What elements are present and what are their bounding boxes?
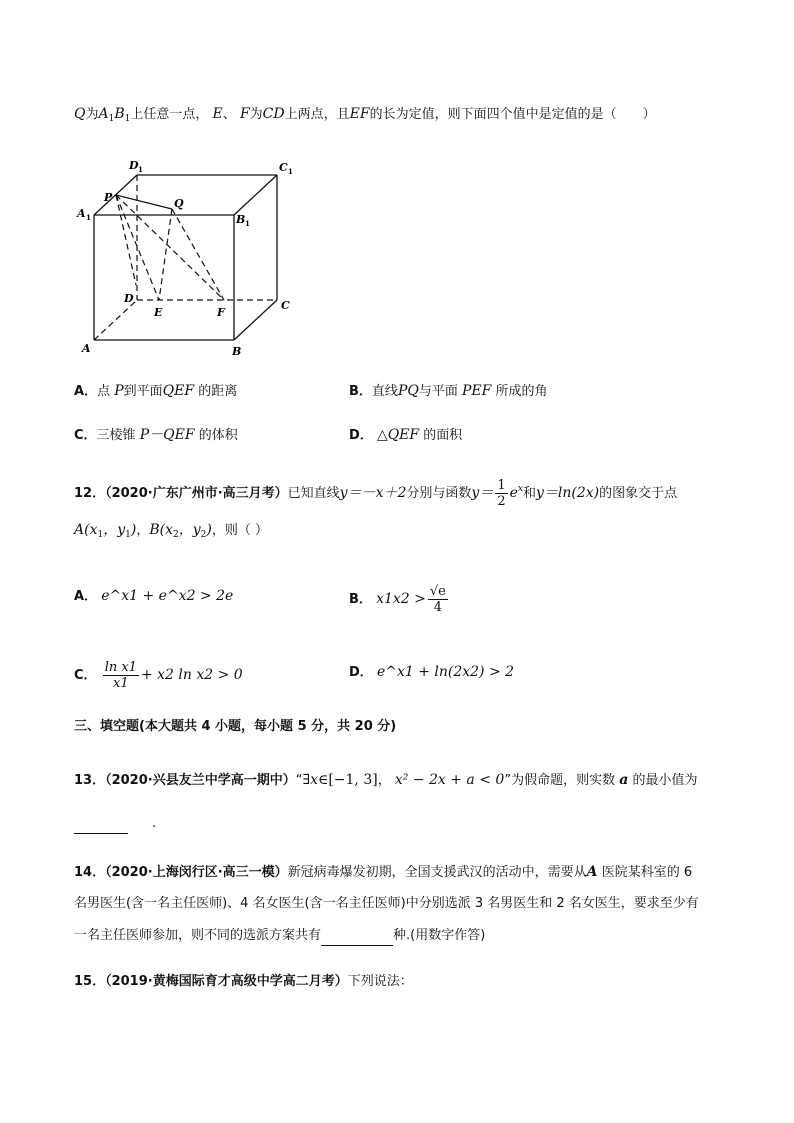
text: 的距离 xyxy=(198,384,238,399)
question-number: 13． xyxy=(74,773,106,788)
interval: [−1, 3] xyxy=(328,772,378,788)
q12-option-c[interactable] xyxy=(74,660,243,691)
var-e: E xyxy=(212,106,223,122)
text: 到平面 xyxy=(123,384,163,399)
var-f: F xyxy=(239,106,250,122)
q14-stem-line1 xyxy=(74,862,692,883)
q12-option-d[interactable] xyxy=(349,662,514,683)
var-a1b1: $A_1B_1$ xyxy=(98,106,131,124)
text: 已知直线 xyxy=(287,486,340,501)
var-q: Q xyxy=(74,106,86,122)
question-number: 14． xyxy=(74,865,106,880)
option-label: C． xyxy=(74,668,97,683)
option-b-lhs: x1x2 > xyxy=(376,591,426,607)
text: . xyxy=(152,816,157,831)
text: 医院某科室的 6 xyxy=(601,865,693,880)
text: 直线 xyxy=(371,384,398,399)
option-label: B． xyxy=(349,384,372,399)
question-source: （2020·上海闵行区·高三一模） xyxy=(105,865,288,880)
text: 为 xyxy=(249,107,263,122)
label-d: D xyxy=(124,292,134,305)
text: ，则（ ） xyxy=(211,523,268,538)
label-d1: D xyxy=(129,159,139,172)
text: 新冠病毒爆发初期，全国支援武汉的活动中，需要从 xyxy=(287,865,587,880)
sub-1: 1 xyxy=(138,165,143,174)
var-qef: QEF xyxy=(162,383,195,399)
question-source: （2019·黄梅国际育才高级中学高二月考） xyxy=(105,974,348,989)
cuboid-figure xyxy=(74,155,304,365)
q12-stem-line2 xyxy=(74,520,268,545)
var-a: a xyxy=(619,772,629,788)
line-equation: y＝－x＋2 xyxy=(339,485,407,501)
q14-stem-line2: 名男医生(含一名主任医师)、4 名女医生(含一名主任医师)中分别选派 3 名男医生和 2 名女医生，要求至少有 xyxy=(74,896,699,911)
question-number: 12． xyxy=(74,486,106,501)
exists-x: ∃x∈ xyxy=(302,772,329,788)
answer-blank[interactable] xyxy=(321,929,393,946)
option-label: A． xyxy=(74,384,98,399)
point-b: $B(x_2$，$y_2$) xyxy=(149,522,212,540)
var-pef: PEF xyxy=(462,383,492,399)
text: “ xyxy=(295,773,303,788)
sub-1: 1 xyxy=(288,167,293,176)
q12-option-a[interactable] xyxy=(74,586,233,607)
label-b1: B xyxy=(236,213,246,226)
label-f: F xyxy=(217,306,225,319)
func1-lhs: y＝ xyxy=(471,485,494,501)
q11-option-d[interactable] xyxy=(349,425,462,446)
text: 为 xyxy=(85,107,99,122)
text: 的面积 xyxy=(423,428,463,443)
option-label: D． xyxy=(349,428,373,443)
label-q: Q xyxy=(174,197,184,210)
text: 一名主任医师参加，则不同的选派方案共有 xyxy=(74,928,322,943)
option-label: A． xyxy=(74,589,98,604)
text: 的最小值为 xyxy=(632,773,698,788)
option-c-rest: + x2 ln x2 > 0 xyxy=(140,667,243,683)
text: 和 xyxy=(522,486,536,501)
q11-stem xyxy=(74,104,656,129)
option-a-expr: e^x1 + e^x2 > 2e xyxy=(101,588,234,604)
sub-1: 1 xyxy=(86,213,91,222)
option-d-expr: e^x1 + ln(2x2) > 2 xyxy=(376,664,515,680)
label-b: B xyxy=(232,345,242,358)
text: 点 xyxy=(97,384,111,399)
text: 上任意一点， xyxy=(130,107,209,122)
q13-stem xyxy=(74,770,697,791)
option-label: C． xyxy=(74,428,97,443)
q11-option-b[interactable] xyxy=(349,381,548,402)
inequality: x² − 2x + a < 0 xyxy=(394,772,505,788)
q11-option-a[interactable] xyxy=(74,381,237,402)
text: 种.(用数字作答) xyxy=(393,928,486,943)
exp-e: e xyxy=(509,485,518,501)
text: 三棱锥 xyxy=(96,428,136,443)
q11-option-c[interactable] xyxy=(74,425,238,446)
text: 与平面 xyxy=(418,384,458,399)
question-source: （2020·兴县友兰中学高一期中） xyxy=(105,773,296,788)
question-number: 15． xyxy=(74,974,106,989)
label-c: C xyxy=(281,299,290,312)
var-ef: EF xyxy=(349,106,370,122)
var-p: P xyxy=(114,383,124,399)
text: 分别与函数 xyxy=(406,486,472,501)
var-a: A xyxy=(586,864,598,880)
fraction-half: $\frac{1}{2}$ xyxy=(497,478,506,509)
q15-stem xyxy=(74,972,413,992)
var-cd: CD xyxy=(262,106,285,122)
exp-x: x xyxy=(517,484,523,494)
label-p: P xyxy=(104,191,113,204)
text: 下列说法： xyxy=(347,974,413,989)
text: 所成的角 xyxy=(495,384,548,399)
label-e: E xyxy=(154,306,163,319)
answer-blank[interactable] xyxy=(74,817,128,834)
q13-answer-line xyxy=(74,814,156,834)
fraction-lnx1-over-x1: $\frac{\text{ln x1}}{x1}$ xyxy=(104,660,137,691)
label-c1: C xyxy=(279,161,288,174)
option-label: D． xyxy=(349,665,373,680)
text: 的图象交于点 xyxy=(599,486,678,501)
text: ”为假命题，则实数 xyxy=(504,773,616,788)
label-a: A xyxy=(82,342,91,355)
text: ， xyxy=(377,773,391,788)
option-label: B． xyxy=(349,592,372,607)
q12-stem-line1 xyxy=(74,472,677,511)
text: 上两点，且 xyxy=(284,107,350,122)
sub-1: 1 xyxy=(245,219,250,228)
q14-stem-line3 xyxy=(74,926,485,946)
label-a1: A xyxy=(77,207,86,220)
text: 的长为定值，则下面四个值中是定值的是（ ） xyxy=(369,107,656,122)
question-source: （2020·广东广州市·高三月考） xyxy=(105,486,288,501)
func2: y＝ln(2x) xyxy=(536,485,600,501)
var-p-qef: P－QEF xyxy=(139,427,195,443)
text: ， xyxy=(136,523,150,538)
point-a: $A(x_1$，$y_1$) xyxy=(74,522,137,540)
fraction-sqrt-e-over-4: $\frac{√e}{4}$ xyxy=(429,584,446,615)
text: 、 xyxy=(222,107,236,122)
section-title: 三、填空题(本大题共 4 小题，每小题 5 分，共 20 分) xyxy=(74,719,397,734)
q12-option-b[interactable] xyxy=(349,584,450,615)
text: 的体积 xyxy=(198,428,238,443)
var-pq: PQ xyxy=(397,383,419,399)
var-triangle-qef: △QEF xyxy=(376,427,420,443)
